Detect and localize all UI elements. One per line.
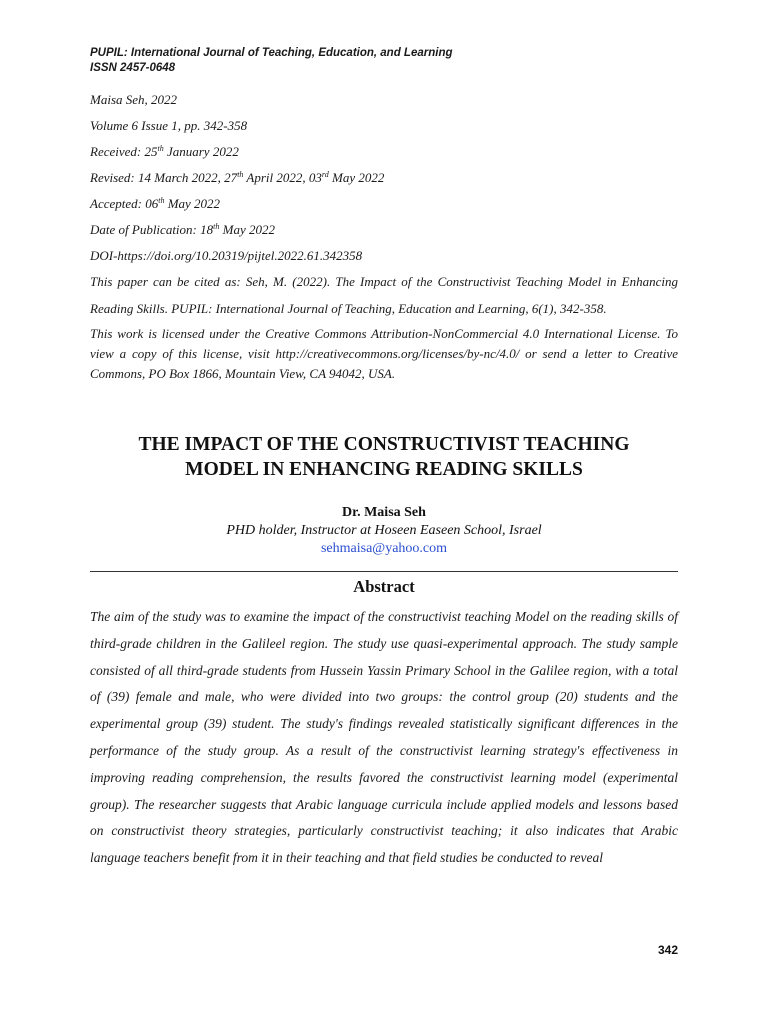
accepted-prefix: Accepted: 06 (90, 196, 159, 211)
journal-header (90, 46, 453, 76)
received-ordinal: th (157, 144, 164, 153)
revised-ordinal-2: rd (321, 170, 329, 179)
received-prefix: Received: 25 (90, 144, 158, 159)
paper-title-line-1: THE IMPACT OF THE CONSTRUCTIVIST TEACHING (138, 434, 630, 455)
paper-title (90, 432, 678, 482)
publication-ordinal: th (213, 222, 220, 231)
accepted-suffix: May 2022 (164, 196, 221, 211)
revised-ordinal-1: th (237, 170, 244, 179)
author-block (90, 504, 678, 558)
article-metadata (90, 92, 678, 384)
revised-prefix: Revised: 14 March 2022, 27 (90, 170, 238, 185)
received-suffix: January 2022 (163, 144, 239, 159)
received-date (90, 144, 678, 160)
publication-suffix: May 2022 (219, 222, 275, 237)
accepted-ordinal: th (158, 196, 165, 205)
revised-suffix: May 2022 (328, 170, 385, 185)
publication-prefix: Date of Publication: 18 (90, 222, 214, 237)
section-divider (90, 571, 678, 572)
author-year: Maisa Seh, 2022 (90, 92, 178, 107)
revised-date (90, 170, 678, 186)
author-name: Dr. Maisa Seh (342, 505, 426, 520)
publication-date (90, 222, 678, 238)
doi-link[interactable]: DOI-https://doi.org/10.20319/pijtel.2022.61.342358 (90, 248, 363, 263)
license-text: This work is licensed under the Creative Commons Attribution-NonCommercial 4.0 International License. To view a copy of this license, visit http://creativecommons.org/licenses/by-nc/4.0/ or send a letter to Creative Commons, PO Box 1866, Mountain View, CA 94042, USA. (90, 326, 678, 381)
author-affiliation: PHD holder, Instructor at Hoseen Easeen School, Israel (226, 523, 542, 538)
page-number: 342 (657, 943, 678, 957)
abstract-heading: Abstract (353, 577, 415, 596)
citation-text: This paper can be cited as: Seh, M. (2022). The Impact of the Constructivist Teaching Model in Enhancing Reading Skills. PUPIL: International Journal of Teaching, Education and Learning, 6(1), 342-358. (90, 274, 678, 316)
accepted-date (90, 196, 678, 212)
abstract-body: The aim of the study was to examine the impact of the constructivist teaching Model on the reading skills of third-grade children in the Galileel region. The study use quasi-experimental approach. The study sample consisted of all third-grade students from Hussein Yassin Primary School in the Galilee region, with a total of (39) female and male, who were divided into two groups: the control group (20) students and the experimental group (39) student. The study's findings revealed statistically significant differences in the performance of the study group. As a result of the constructivist learning strategy's effectiveness in improving reading comprehension, the results favored the constructivist learning model (experimental group). The researcher suggests that Arabic language curricula include applied models and lessons based on constructivist theory strategies, particularly constructivist teaching; it also indicates that Arabic language teachers benefit from it in their teaching and that field studies be conducted to reveal (90, 609, 678, 866)
journal-issn: ISSN 2457-0648 (90, 62, 176, 74)
revised-mid: April 2022, 03 (243, 170, 322, 185)
author-email-link[interactable]: sehmaisa@yahoo.com (320, 541, 448, 556)
paper-title-line-2: MODEL IN ENHANCING READING SKILLS (185, 459, 583, 480)
volume-info: Volume 6 Issue 1, pp. 342-358 (90, 118, 248, 133)
journal-name: PUPIL: International Journal of Teaching, Education, and Learning (90, 47, 453, 59)
